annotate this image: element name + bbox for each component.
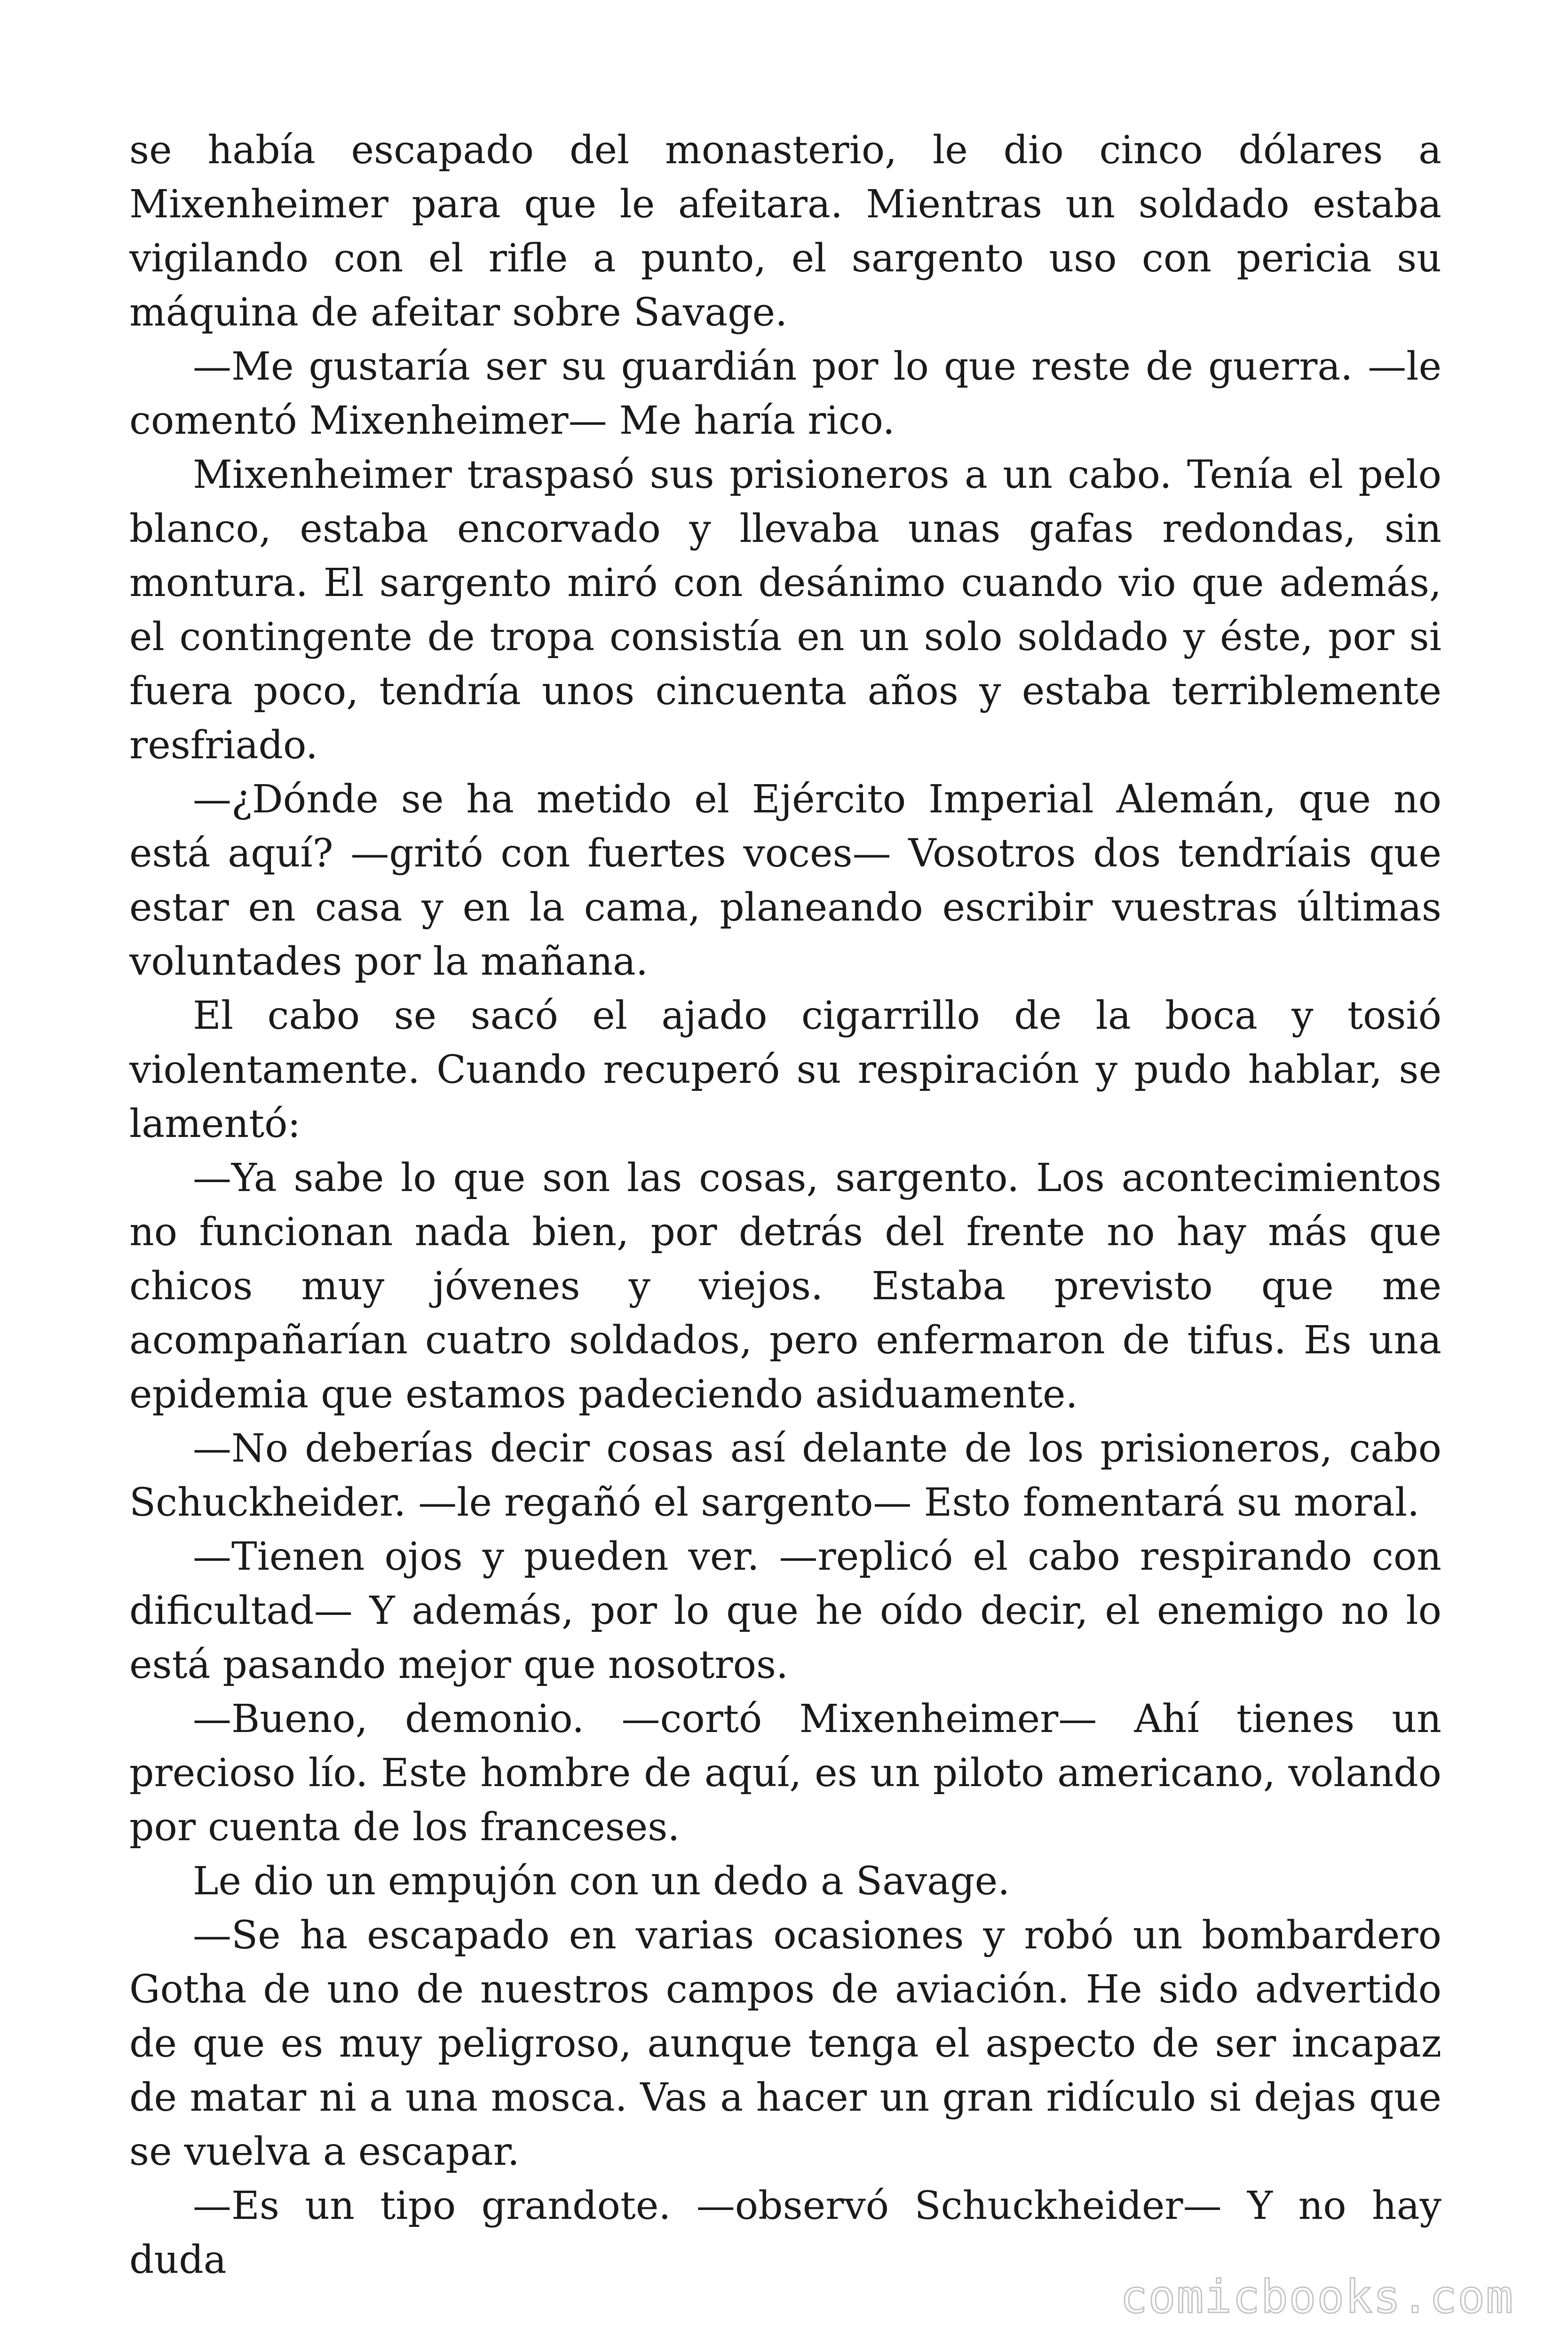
paragraph: —Ya sabe lo que son las cosas, sargento. Los acontecimientos no funcionan nada bien, por detrás del frente no hay más que chicos muy jóvenes y viejos. Estaba previsto que me acompañarían cuatro soldados, pero enfermaron de tifus. Es una epidemia que estamos padeciendo asiduamente. (129, 1156, 1441, 1417)
paragraph: —Me gustaría ser su guardián por lo que reste de guerra. —le comentó Mixenheimer— Me haría rico. (129, 344, 1441, 443)
paragraph: —No deberías decir cosas así delante de los prisioneros, cabo Schuckheider. —le regañó el sargento— Esto fomentará su moral. (129, 1426, 1441, 1525)
paragraph: Mixenheimer traspasó sus prisioneros a un cabo. Tenía el pelo blanco, estaba encorvado y llevaba unas gafas redondas, sin montura. El sargento miró con desánimo cuando vio que además, el contingente de tropa consistía en un solo soldado y éste, por si fuera poco, tendría unos cincuenta años y estaba terriblemente resfriado. (129, 453, 1441, 768)
paragraph: El cabo se sacó el ajado cigarrillo de la boca y tosió violentamente. Cuando recuperó su respiración y pudo hablar, se lamentó: (129, 993, 1441, 1146)
paragraph: —Se ha escapado en varias ocasiones y robó un bombardero Gotha de uno de nuestros campos de aviación. He sido advertido de que es muy peligroso, aunque tenga el aspecto de ser incapaz de matar ni a una mosca. Vas a hacer un gran ridículo si dejas que se vuelva a escapar. (129, 1913, 1441, 2174)
paragraph: —Bueno, demonio. —cortó Mixenheimer— Ahí tienes un precioso lío. Este hombre de aquí, es un piloto americano, volando por cuenta de los franceses. (129, 1697, 1441, 1850)
paragraph: Le dio un empujón con un dedo a Savage. (193, 1859, 1010, 1904)
body-text (129, 123, 1441, 2287)
paragraph: —Tienen ojos y pueden ver. —replicó el cabo respirando con dificultad— Y además, por lo que he oído decir, el enemigo no lo está pasando mejor que nosotros. (129, 1534, 1441, 1687)
paragraph: —Es un tipo grandote. —observó Schuckheider— Y no hay duda (129, 2184, 1441, 2282)
paragraph: —¿Dónde se ha metido el Ejército Imperial Alemán, que no está aquí? —gritó con fuertes voces— Vosotros dos tendríais que estar en casa y en la cama, planeando escribir vuestras últimas voluntades por la mañana. (129, 777, 1441, 984)
paragraph-continuation: se había escapado del monasterio, le dio cinco dólares a Mixenheimer para que le afeitara. Mientras un soldado estaba vigilando con el rifle a punto, el sargento uso con pericia su máquina de afeitar sobre Savage. (129, 128, 1441, 335)
watermark: comicbooks.com (1120, 2271, 1514, 2323)
